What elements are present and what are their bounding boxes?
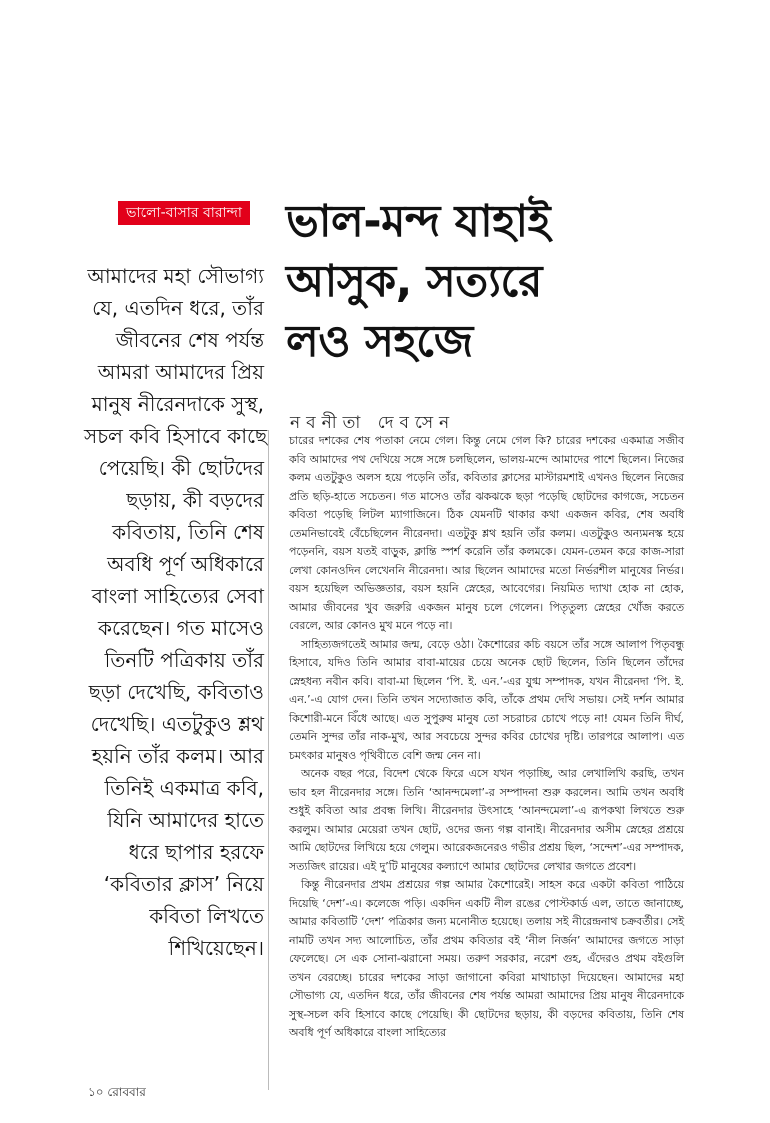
headline — [286, 192, 756, 372]
headline-line-3: লও সহজে — [286, 316, 473, 367]
pull-quote-line: আমাদের মহা সৌভাগ্য — [87, 264, 264, 288]
article-body — [289, 432, 684, 1043]
body-paragraph: সাহিত্যজগতেই আমার জন্ম, বেড়ে ওঠা। কৈশোরের কচি বয়সে তাঁর সঙ্গে আলাপ পিতৃবন্ধু হিসাবে, যদিও তিনি আমার বাবা-মায়ের চেয়ে অনেক ছোট ছিলেন, তিনি ছিলেন তাঁদের স্নেহধন্য নবীন কবি। বাবা-মা ছিলেন ‘পি. ই. এন.’-এর যুগ্ম সম্পাদক, যখন নীরেনদা ‘পি. ই. এন.’-এ যোগ দেন। তিনি তখন সদ্যোজাত কবি, তাঁকে প্রথম দেখি সভায়। সেই দর্শন আমার কিশোরী-মনে বিঁধে আছে। এত সুপুরুষ মানুষ তো সচরাচর চোখে পড়ে না! যেমন তিনি দীর্ঘ, তেমনি সুন্দর তাঁর নাক-মুখ, আর সবচেয়ে সুন্দর কবির চোখের দৃষ্টি। তারপরে আলাপ। এত চমৎকার মানুষও পৃথিবীতে বেশি জন্ম নেন না। — [289, 637, 684, 762]
pull-quote-line: তিনটি পত্রিকায় তাঁর — [104, 648, 264, 672]
pull-quote-line: সচল কবি হিসাবে কাছে — [84, 424, 268, 448]
pull-quote-line: হয়নি তাঁর কলম। আর — [91, 744, 264, 768]
body-paragraph: কিন্তু নীরেনদার প্রথম প্রশ্রয়ের গল্প আমার কৈশোরেই। সাহস করে একটা কবিতা পাঠিয়ে দিয়েছি ‘দেশ’-এ। কলেজে পড়ি। একদিন একটি নীল রঙের পোস্টকার্ড এল, তাতে জানাচ্ছে, আমার কবিতাটি ‘দেশ’ পত্রিকার জন্য মনোনীত হয়েছে। তলায় সই নীরেন্দ্রনাথ চক্রবর্তীর। সেই নামটি তখন সদ্য আলোচিত, তাঁর প্রথম কবিতার বই ‘নীল নির্জন’ আমাদের জগতে সাড়া ফেলেছে। সে এক সোনা-ঝরানো সময়। তরুণ সরকার, নরেশ গুহ, এঁদেরও প্রথম বইগুলি তখন বেরচ্ছে। চারের দশকের সাড়া জাগানো কবিরা মাথাচাড়া দিয়েছেন। আমাদের মহা সৌভাগ্য যে, এতদিন ধরে, তাঁর জীবনের শেষ পর্যন্ত আমরা আমাদের প্রিয় মানুষ নীরেনদাকে সুস্থ-সচল কবি হিসাবে কাছে পেয়েছি। কী ছোটদের ছড়ায়, কী বড়দের কবিতায়, তিনি শেষ অবধি পূর্ণ অধিকারে বাংলা সাহিত্যের — [289, 878, 684, 1039]
pull-quote-line: ছড়া দেখেছি, কবিতাও — [88, 680, 264, 704]
column-divider — [268, 430, 269, 1090]
pull-quote-line: ছড়ায়, কী বড়দের — [126, 488, 264, 512]
pull-quote-line: পেয়েছি। কী ছোটদের — [98, 456, 264, 480]
pull-quote-line: মানুষ নীরেনদাকে সুস্থ, — [91, 392, 264, 416]
page-number: ১০ — [88, 1085, 104, 1099]
body-paragraph: অনেক বছর পরে, বিদেশ থেকে ফিরে এসে যখন পড়াচ্ছি, আর লেখালিখি করছি, তখন ভাব হল নীরেনদার সঙ্গে। তিনি ‘আনন্দমেলা’-র সম্পাদনা শুরু করলেন। আমি তখন অবধি শুধুই কবিতা আর প্রবন্ধ লিখি। নীরেনদার উৎসাহে ‘আনন্দমেলা’-এ রূপকথা লিখতে শুরু করলুম। আমার মেয়েরা তখন ছোট, ওদের জন্য গল্প বানাই। নীরেনদার অসীম স্নেহের প্রশ্রয়ে আমি ছোটদের লিখিয়ে হয়ে গেলুম। আরেকজনেরও গভীর প্রশ্রয় ছিল, ‘সন্দেশ’-এর সম্পাদক, সত্যজিৎ রায়ের। এই দু’টি মানুষের কল্যাণে আমার ছোটদের লেখার জগতে প্রবেশ। — [289, 767, 684, 873]
author-byline: নবনীতা দেবসেন — [290, 413, 456, 433]
footer-section: রোববার — [107, 1085, 146, 1099]
pull-quote-line: যে, এতদিন ধরে, তাঁর — [92, 296, 264, 320]
pull-quote-line: কবিতায়, তিনি শেষ — [112, 520, 264, 544]
pull-quote-line: তিনিই একমাত্র কবি, — [104, 776, 264, 800]
headline-line-1: ভাল-মন্দ যাহাই — [286, 196, 551, 247]
pull-quote-line: কবিতা লিখতে — [149, 904, 264, 928]
pull-quote-line: যিনি আমাদের হাতে — [107, 808, 264, 832]
pull-quote-line: বাংলা সাহিত্যের সেবা — [91, 584, 264, 608]
body-paragraph: চারের দশকের শেষ পতাকা নেমে গেল। কিন্তু নেমে গেল কি? চারের দশকের একমাত্র সজীব কবি আমাদের পথ দেখিয়ে সঙ্গে সঙ্গে চলছিলেন, ভালয়-মন্দে আমাদের পাশে ছিলেন। নিজের কলম এতটুকুও অলস হয়ে পড়েনি তাঁর, কবিতার ক্লাসের মাস্টারমশাই এখনও ছিলেন নিজের প্রতি ছড়ি-হাতে সচেতন। গত মাসেও তাঁর ঝকঝকে ছড়া পড়েছি ছোটদের কাগজে, সচেতন কবিতা পড়েছি লিটল ম্যাগাজিনে। ঠিক যেমনটি থাকার কথা একজন কবির, শেষ অবধি তেমনিভাবেই বেঁচেছিলেন নীরেনদা। এতটুকু শ্লথ হয়নি তাঁর কলম। এতটুকুও অন্যমনস্ক হয়ে পড়েননি, বয়স যতই বাড়ুক, ক্লান্তি স্পর্শ করেনি তাঁর কলমকে। যেমন-তেমন করে কাজ-সারা লেখা কোনওদিন লেখেননি নীরেনদা। আর ছিলেন আমাদের মতো নির্ভরশীল মানুষের নির্ভর। বয়স হয়েছিল অভিজ্ঞতার, বয়স হয়নি স্নেহের, আবেগের। নিয়মিত দ্যাখা হোক না হোক, আমার জীবনের খুব জরুরি একজন মানুষ চলে গেলেন। পিতৃতুল্য স্নেহের খোঁজ করতে বেরলে, আর কোনও মুখ মনে পড়ে না। — [289, 434, 684, 632]
pull-quote-line: দেখেছি। এতটুকুও শ্লথ — [90, 712, 264, 736]
pull-quote-line: অবধি পূর্ণ অধিকারে — [107, 552, 264, 576]
page-footer — [88, 1084, 146, 1104]
pull-quote-line: শিখিয়েছেন। — [168, 936, 264, 960]
section-tag: ভালো-বাসার বারান্দা — [118, 201, 250, 225]
pull-quote-line: ধরে ছাপার হরফে — [128, 840, 264, 864]
pull-quote-line: ‘কবিতার ক্লাস’ নিয়ে — [103, 872, 264, 896]
pull-quote-line: জীবনের শেষ পর্যন্ত — [115, 328, 264, 352]
headline-line-2: আসুক, সত্যরে — [286, 256, 542, 307]
pull-quote — [84, 260, 268, 964]
pull-quote-line: করেছেন। গত মাসেও — [98, 616, 264, 640]
pull-quote-line: আমরা আমাদের প্রিয় — [97, 360, 264, 384]
